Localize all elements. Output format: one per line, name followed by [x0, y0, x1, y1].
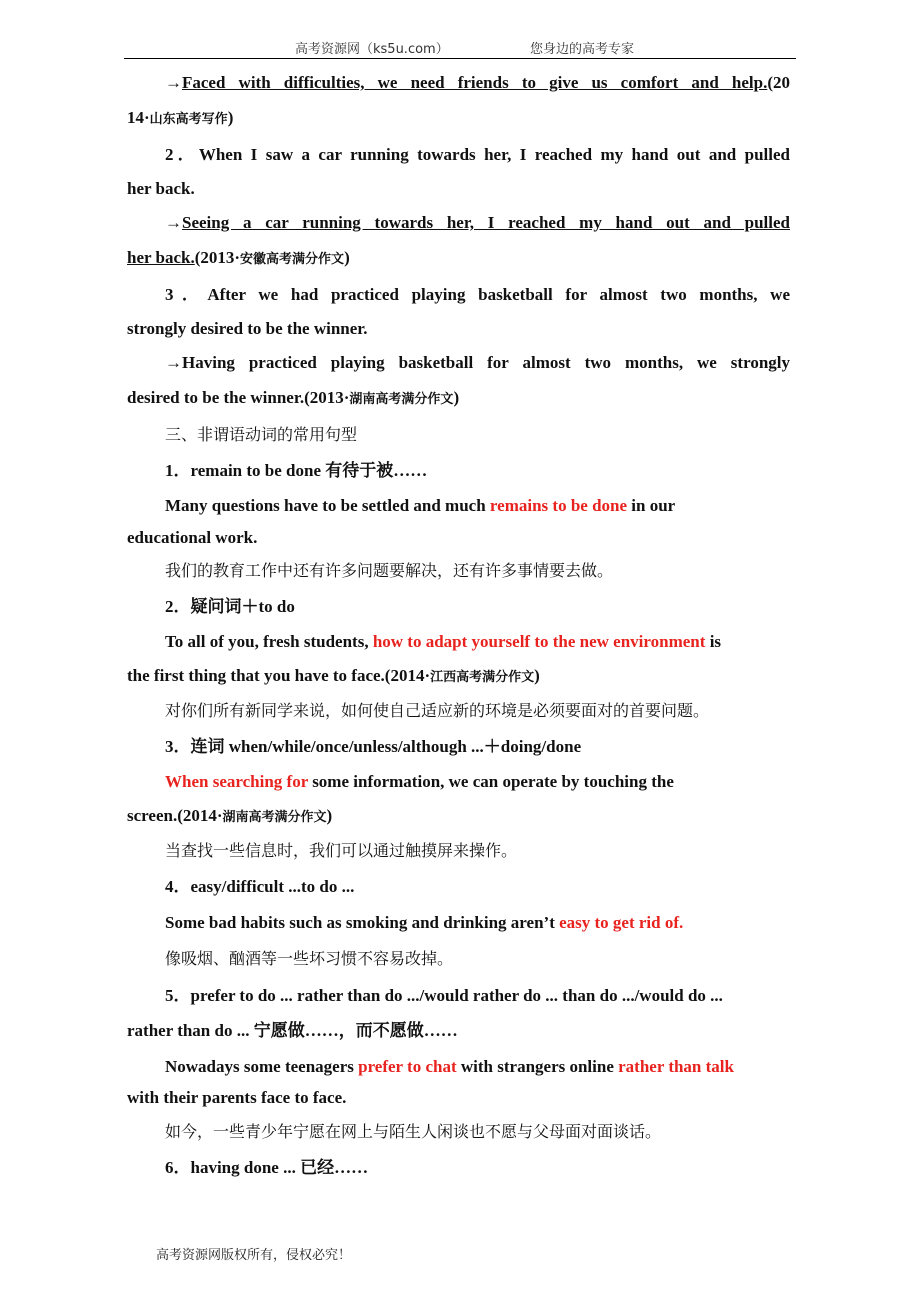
- source-note: 湖南高考满分作文: [222, 810, 327, 825]
- text: 3．连词 when/while/once/unless/although ...＋doing/done: [165, 737, 582, 756]
- text-line: [165, 631, 721, 653]
- text: strongly desired to be the winner.: [127, 319, 368, 338]
- text: 对你们所有新同学来说，如何使自己适应新的环境是必须要面对的首要问题。: [165, 701, 710, 720]
- text: in our: [627, 496, 676, 515]
- underlined-answer: her back.: [127, 248, 195, 267]
- text: ): [534, 666, 540, 685]
- text-line: [127, 665, 540, 689]
- text-line: [165, 948, 453, 970]
- text-line: [165, 352, 790, 374]
- text: 2．When I saw a car running towards her, I reached my hand out and pulled: [165, 145, 790, 164]
- text-line: [165, 560, 613, 582]
- header-site-name: 高考资源网（ks5u.com）: [295, 42, 449, 57]
- text-line: [127, 527, 257, 549]
- text: Many questions have to be settled and much: [165, 496, 490, 515]
- footer-copyright: 高考资源网版权所有，侵权必究！: [156, 1248, 352, 1263]
- text: screen.(2014·: [127, 806, 223, 825]
- text: educational work.: [127, 528, 258, 547]
- text: is: [705, 632, 722, 651]
- text: Nowadays some teenagers: [165, 1057, 359, 1076]
- text: her back.: [127, 179, 195, 198]
- text: 4．easy/difficult ...to do ...: [165, 877, 355, 896]
- text-line: [165, 912, 683, 934]
- text-line: [165, 736, 581, 758]
- text: →: [165, 213, 182, 232]
- underlined-answer: Faced with difficulties, we need friends to give us comfort and help.: [182, 73, 768, 92]
- source-note: 山东高考写作: [149, 112, 228, 127]
- text: To all of you, fresh students,: [165, 632, 373, 651]
- text-line: [127, 1020, 458, 1042]
- text: →Having practiced playing basketball for almost two months, we strongly: [165, 353, 790, 372]
- highlighted-phrase: remains to be done: [489, 496, 628, 515]
- source-note: 湖南高考满分作文: [349, 392, 454, 407]
- text-line: [165, 985, 723, 1007]
- text-line: [165, 1157, 368, 1179]
- text-line: [127, 387, 459, 411]
- text: 1．remain to be done 有待于被……: [165, 461, 428, 480]
- text: 三、非谓语动词的常用句型: [165, 425, 358, 444]
- text: desired to be the winner.(2013·: [127, 388, 350, 407]
- text-line: [127, 805, 332, 829]
- text: rather than do ... 宁愿做……，而不愿做……: [127, 1021, 458, 1040]
- text-line: [165, 212, 790, 234]
- text: ): [344, 248, 350, 267]
- text-line: [165, 771, 674, 793]
- highlighted-phrase: prefer to chat: [358, 1057, 457, 1076]
- text-line: [127, 1087, 346, 1109]
- text-line: [165, 1056, 734, 1078]
- highlighted-phrase: When searching for: [165, 772, 308, 791]
- highlighted-phrase: how to adapt yourself to the new environment: [372, 632, 706, 651]
- header-divider: [124, 58, 796, 59]
- text: 2．疑问词＋to do: [165, 597, 295, 616]
- underlined-answer: Seeing a car running towards her, I reached my hand out and pulled: [182, 213, 790, 232]
- source-note: 安徽高考满分作文: [240, 252, 345, 267]
- highlighted-phrase: easy to get rid of.: [559, 913, 684, 932]
- text: 6．having done ... 已经……: [165, 1158, 369, 1177]
- text: 当查找一些信息时，我们可以通过触摸屏来操作。: [165, 841, 518, 860]
- text-line: [165, 72, 790, 94]
- text-line: [165, 1121, 661, 1143]
- text-line: [165, 495, 675, 517]
- text-line: [127, 178, 195, 200]
- text: Some bad habits such as smoking and drinking aren’t: [165, 913, 560, 932]
- text: the first thing that you have to face.(2014·: [127, 666, 431, 685]
- text-line: [127, 318, 368, 340]
- text-line: [127, 247, 350, 271]
- text-line: [165, 840, 517, 862]
- source-note: 江西高考满分作文: [430, 670, 535, 685]
- text: some information, we can operate by touching the: [307, 772, 674, 791]
- text: (2013·: [194, 248, 241, 267]
- text-line: [165, 144, 790, 166]
- header-slogan: 您身边的高考专家: [530, 42, 635, 57]
- text: 3．After we had practiced playing basketball for almost two months, we: [165, 285, 790, 304]
- text: with their parents face to face.: [127, 1088, 347, 1107]
- highlighted-phrase: rather than talk: [618, 1057, 734, 1076]
- text-line: [165, 596, 295, 618]
- text: with strangers online: [456, 1057, 619, 1076]
- text: 如今，一些青少年宁愿在网上与陌生人闲谈也不愿与父母面对面谈话。: [165, 1122, 662, 1141]
- text: 14·: [127, 108, 150, 127]
- text: 像吸烟、酗酒等一些坏习惯不容易改掉。: [165, 949, 454, 968]
- text: ): [453, 388, 460, 407]
- text: (20: [767, 73, 790, 92]
- text: 5．prefer to do ... rather than do .../would rather do ... than do .../would do ...: [165, 986, 723, 1005]
- text-line: [165, 284, 790, 306]
- text-line: [127, 107, 233, 131]
- text: ): [326, 806, 333, 825]
- text: ): [227, 108, 234, 127]
- text-line: [165, 460, 427, 482]
- text: 我们的教育工作中还有许多问题要解决，还有许多事情要去做。: [165, 561, 614, 580]
- text-line: [165, 876, 354, 898]
- text-line: [165, 700, 709, 722]
- text-line: [165, 424, 357, 446]
- text: →: [165, 73, 182, 92]
